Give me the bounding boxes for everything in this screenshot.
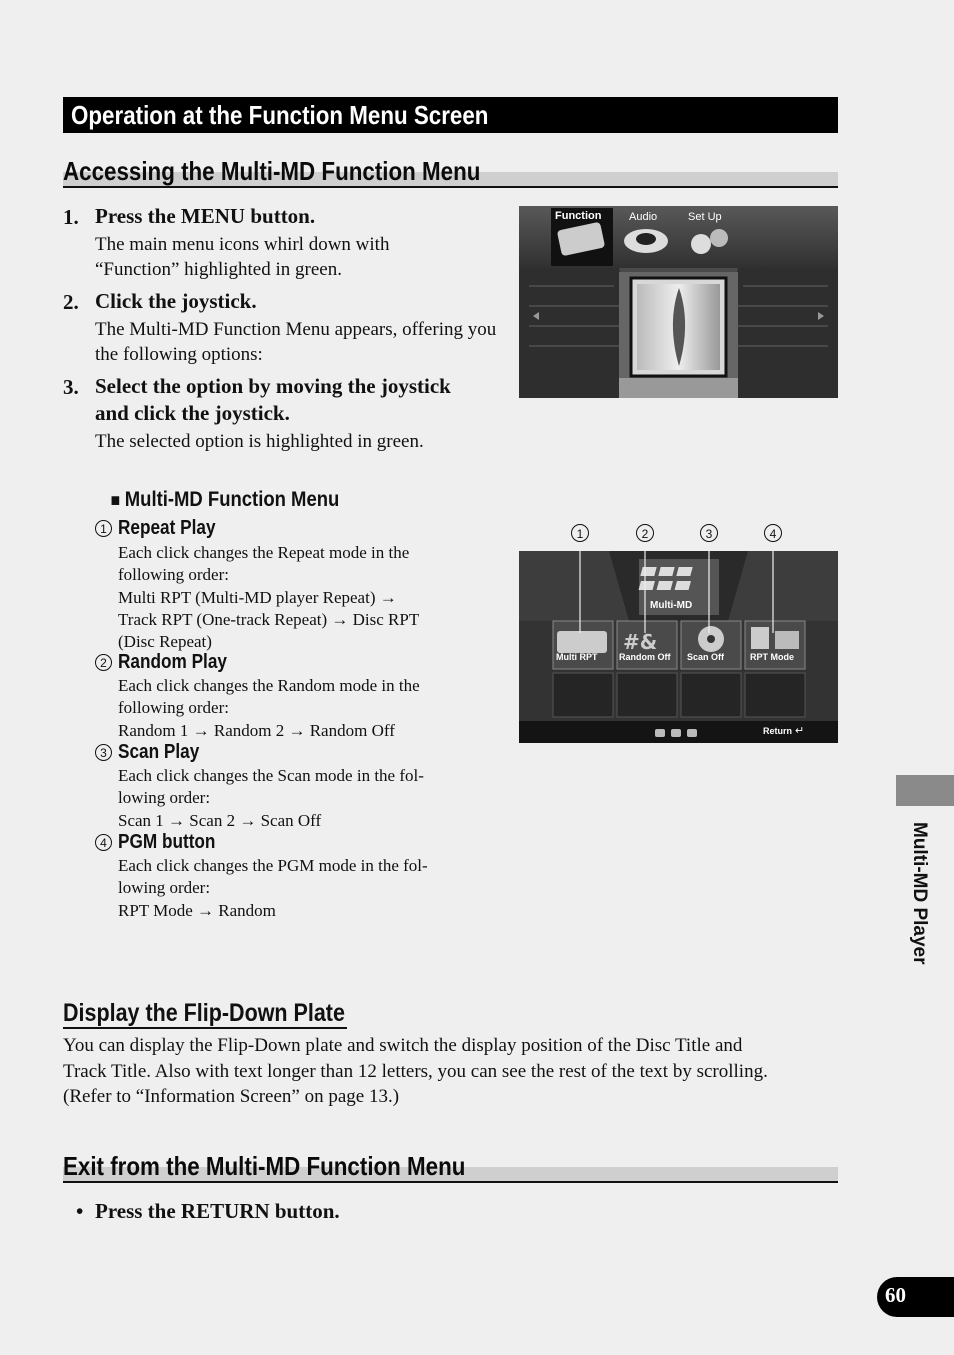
desc-line: Multi RPT (Multi-MD player Repeat) →	[118, 587, 397, 607]
paragraph-line: (Refer to “Information Screen” on page 13.)	[63, 1086, 400, 1107]
step-description: The main menu icons whirl down with “Function” highlighted in green.	[95, 234, 390, 280]
step-number: 2.	[63, 290, 79, 314]
desc-line: Scan 1 → Scan 2 → Scan Off	[118, 810, 322, 830]
step-title: Select the option by moving the joystick	[95, 374, 451, 398]
desc-line: Random 1 → Random 2 → Random Off	[118, 720, 395, 740]
menu-subheading	[111, 487, 340, 512]
page-number: 60	[885, 1283, 906, 1307]
circled-number: 1	[95, 520, 112, 537]
menu-heading-text: Multi-MD Function Menu	[124, 488, 340, 511]
side-tab-text: Multi-MD Player	[909, 822, 930, 965]
heading-underline	[63, 1027, 347, 1029]
option-title: Random Play	[118, 651, 227, 673]
desc-line: Track RPT (One-track Repeat) → Disc RPT	[118, 609, 420, 629]
option-title: PGM button	[118, 831, 216, 853]
return-arrow-icon: ↵	[795, 725, 805, 737]
return-button[interactable]: Return	[763, 726, 792, 736]
side-tab-marker	[896, 775, 954, 806]
exit-instruction-text: Press the RETURN button.	[95, 1199, 340, 1223]
bullet-icon: •	[76, 1199, 84, 1223]
banner-title: Operation at the Function Menu Screen	[71, 100, 489, 130]
option-description	[118, 675, 478, 742]
callout-number: 1	[571, 524, 589, 542]
option-title: Scan Play	[118, 741, 200, 763]
desc-line: following order:	[118, 698, 229, 718]
section-heading-text: Exit from the Multi-MD Function Menu	[63, 1151, 466, 1181]
step-number: 1.	[63, 205, 79, 229]
section-heading-accessing	[63, 156, 838, 188]
callout-number: 2	[636, 524, 654, 542]
tab-function[interactable]: Function	[555, 210, 602, 222]
section-heading-exit	[63, 1151, 838, 1183]
callout-number: 4	[764, 524, 782, 542]
side-tab-label	[908, 822, 934, 982]
circled-number: 3	[95, 744, 112, 761]
paragraph-line: You can display the Flip-Down plate and switch the display position of the Disc Title and	[63, 1035, 743, 1056]
step-number: 3.	[63, 375, 79, 399]
step-description: The selected option is highlighted in green.	[95, 431, 424, 452]
section-banner	[63, 97, 838, 133]
desc-line: (Disc Repeat)	[118, 632, 212, 652]
rpt-mode-button[interactable]: RPT Mode	[750, 652, 794, 662]
tab-audio[interactable]: Audio	[629, 211, 658, 223]
section-heading-text: Display the Flip-Down Plate	[63, 999, 345, 1027]
function-menu-illustration	[519, 551, 838, 743]
step-title: Press the MENU button.	[95, 204, 316, 228]
multi-md-function-screenshot	[519, 551, 838, 743]
paragraph-line: Track Title. Also with text longer than 12 letters, you can see the rest of the text by scrolling.	[63, 1060, 768, 1082]
random-off-button[interactable]: Random Off	[619, 652, 671, 662]
desc-line: RPT Mode → Random	[118, 900, 276, 920]
circled-number: 2	[95, 654, 112, 671]
option-description	[118, 765, 478, 832]
page-number-badge	[877, 1277, 954, 1317]
square-bullet-icon: ■	[110, 490, 121, 510]
section-heading-flip-down	[63, 999, 391, 1028]
scan-off-button[interactable]: Scan Off	[687, 652, 725, 662]
main-menu-illustration	[519, 206, 838, 398]
desc-line: Each click changes the Repeat mode in the	[118, 543, 410, 562]
step-description: The Multi-MD Function Menu appears, offering you the following options:	[95, 319, 497, 365]
desc-line: lowing order:	[118, 788, 211, 808]
step-title: and click the joystick.	[95, 401, 290, 425]
option-title: Repeat Play	[118, 517, 216, 539]
desc-line: Each click changes the Random mode in the	[118, 676, 420, 695]
desc-line: Each click changes the Scan mode in the fol-	[118, 766, 424, 785]
option-description	[118, 855, 478, 922]
flip-down-paragraph	[63, 1033, 838, 1110]
desc-line: Each click changes the PGM mode in the fol-	[118, 856, 428, 875]
main-menu-screenshot	[519, 206, 838, 398]
circled-number: 4	[95, 834, 112, 851]
callout-number: 3	[700, 524, 718, 542]
step-title: Click the joystick.	[95, 289, 257, 313]
desc-line: lowing order:	[118, 878, 211, 898]
tab-setup[interactable]: Set Up	[688, 211, 722, 223]
exit-instruction	[76, 1199, 340, 1224]
multi-md-header: Multi-MD	[650, 600, 693, 611]
section-heading-text: Accessing the Multi-MD Function Menu	[63, 156, 481, 186]
svg-text:#&: #&	[623, 630, 658, 654]
multi-rpt-button[interactable]: Multi RPT	[556, 652, 598, 662]
option-description	[118, 542, 478, 653]
desc-line: following order:	[118, 565, 229, 585]
